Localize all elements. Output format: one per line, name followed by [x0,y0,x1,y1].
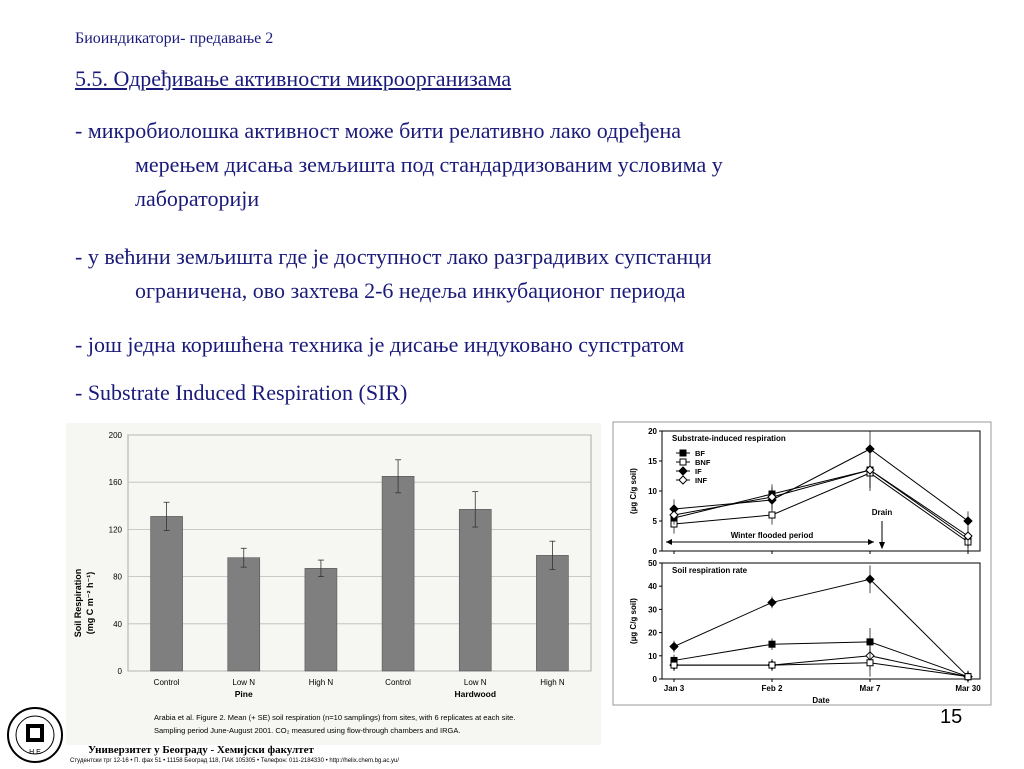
slide-title: 5.5. Одређивање активности микроорганизама [75,66,512,91]
group-label: Pine [234,689,253,699]
x-tick-label: Jan 3 [663,684,685,693]
footer-address: Студентски трг 12-16 • П. фах 51 • 11158 Београд 118, ПАК 105305 • Телефон: 011-2184330 • http://helix.chem.bg.ac.yu/ [70,758,400,764]
paragraph-line: мерењем дисања земљишта под стандардизованим условима у [135,152,723,177]
figure-caption-line: Sampling period June-August 2001. CO₂ measured using flow-through chambers and IRGA. [154,726,461,735]
bar [228,558,260,671]
x-tick-label: Control [385,678,411,687]
series-line [674,642,968,677]
y-tick-label: 120 [108,525,122,535]
y-axis-unit: (mg C m⁻² h⁻¹) [85,571,95,635]
group-label: Hardwood [454,689,497,699]
series-line [674,579,968,676]
slide-header: Биоиндикатори- предавање 2 [75,30,274,47]
series-line [674,449,968,521]
footer-university: Универзитет у Београду - Хемијски факултет [88,744,314,756]
legend-label: BF [695,449,705,458]
bar [151,516,183,671]
data-point [680,459,686,465]
y-tick-label: 10 [648,651,657,661]
figure-caption-line: Arabia et al. Figure 2. Mean (+ SE) soil respiration (n=10 samplings) from sites, with 6 replicates at each site. [154,713,516,722]
y-tick-label: 0 [117,667,122,676]
line-charts-figure [612,421,992,706]
y-tick-label: 40 [113,619,122,629]
bullet-paragraph-3 [75,328,935,362]
paragraph-line: - још једна коришћена техника је дисање индуковано супстратом [75,332,685,357]
y-tick-label: 0 [652,547,657,556]
plot-frame [662,563,980,679]
y-axis-label: (µg C/g soil) [629,598,638,644]
y-tick-label: 20 [648,427,657,436]
bullet-paragraph-2 [75,240,935,308]
y-axis-label: (µg C/g soil) [629,468,638,514]
paragraph-line: лабораторији [135,186,260,211]
bar [536,555,568,671]
bar-chart-figure [66,423,601,745]
x-tick-label: Mar 7 [859,684,881,693]
drain-annotation: Drain [871,508,893,517]
y-tick-label: 30 [648,605,657,615]
series-line [674,663,968,677]
y-tick-label: 200 [108,431,122,440]
data-point [680,450,686,456]
data-point [867,660,873,666]
y-tick-label: 160 [108,478,122,488]
data-point [769,641,775,647]
bullet-paragraph-1 [75,114,935,216]
arrow-head [868,539,874,545]
paragraph-line: ограничена, ово захтева 2-6 недеља инкубационог периода [135,278,686,303]
y-axis-label: Soil Respiration [73,568,83,638]
plot-area [128,435,591,671]
chart-title: Substrate-induced respiration [672,434,786,443]
y-tick-label: 5 [652,517,657,526]
arrow-head [666,539,672,545]
y-tick-label: 15 [648,457,657,466]
y-tick-label: 80 [113,572,122,582]
data-point [965,674,971,680]
x-axis-label: Date [812,696,830,705]
y-tick-label: 20 [648,628,657,638]
bar [459,509,491,671]
bullet-paragraph-4 [75,376,935,410]
y-tick-label: 40 [648,582,657,592]
data-point [964,517,972,525]
paragraph-line: - у већини земљишта где је доступност лако разградивих супстанци [75,244,712,269]
data-point [768,598,776,606]
x-tick-label: Control [153,678,180,687]
x-tick-label: High N [540,678,565,687]
paragraph-line: - микробиолошка активност може бити релативно лако одређена [75,118,682,143]
paragraph-line: - Substrate Induced Respiration (SIR) [75,380,408,405]
svg-text:Н Е: Н Е [29,749,41,756]
x-tick-label: Low N [232,678,256,687]
bar [382,476,414,671]
data-point [679,467,687,475]
page-number: 15 [940,706,963,728]
legend-label: BNF [695,458,711,467]
y-tick-label: 0 [652,675,657,684]
x-tick-label: High N [308,678,334,687]
x-tick-label: Mar 30 [955,684,981,693]
data-point [866,445,874,453]
series-line [674,656,968,677]
data-point [679,476,687,484]
bar-chart [66,423,601,745]
legend-label: IF [695,467,702,476]
data-point [671,662,677,668]
period-annotation: Winter flooded period [730,531,814,540]
arrow-head [879,542,885,549]
y-tick-label: 50 [648,559,657,568]
x-tick-label: Low N [463,678,487,687]
data-point [670,643,678,651]
x-tick-label: Feb 2 [761,684,783,693]
y-tick-label: 10 [648,487,657,496]
series-line [674,470,968,536]
bar [305,568,337,671]
plot-frame [662,431,980,551]
chart-title: Soil respiration rate [672,566,748,575]
line-charts [612,421,992,706]
data-point [769,662,775,668]
legend-label: INF [695,476,708,485]
data-point [769,512,775,518]
university-logo [6,706,64,764]
